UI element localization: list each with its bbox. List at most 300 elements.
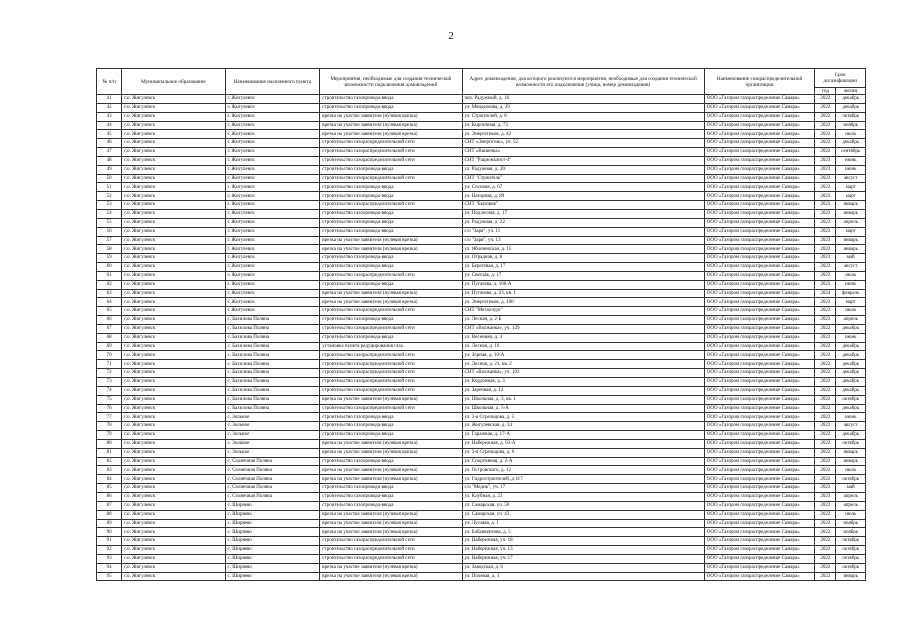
cell-num: 90 bbox=[97, 528, 122, 537]
cell-settlement: с. Бахилова Поляна bbox=[225, 378, 320, 387]
cell-settlement: с. Солнечная Поляна bbox=[225, 475, 320, 484]
cell-address: ул. Энергетиков, д. 42 bbox=[462, 130, 704, 139]
cell-address: ул. Нагорная, д. 89 bbox=[462, 192, 704, 201]
cell-organization: ООО «Газпром газораспределение Самара» bbox=[704, 457, 815, 466]
cell-measure: врезка на участке заявителя (нулевая врезка) bbox=[320, 112, 462, 121]
cell-num: 82 bbox=[97, 457, 122, 466]
cell-year: 2023 bbox=[815, 263, 836, 272]
header-year: год bbox=[815, 88, 836, 95]
cell-organization: ООО «Газпром газораспределение Самара» bbox=[704, 466, 815, 475]
cell-num: 64 bbox=[97, 298, 122, 307]
cell-address: ул. Лесная, д. 21, кв. 2 bbox=[462, 360, 704, 369]
cell-month: август bbox=[836, 174, 866, 183]
cell-month: декабрь bbox=[836, 103, 866, 112]
cell-municipality: г.о. Жигулевск bbox=[122, 528, 225, 537]
cell-municipality: г.о. Жигулевск bbox=[122, 227, 225, 236]
cell-month: декабрь bbox=[836, 369, 866, 378]
cell-address: СНТ «Вишенка» bbox=[462, 148, 704, 157]
cell-num: 91 bbox=[97, 537, 122, 546]
cell-measure: врезка на участке заявителя (нулевая врезка) bbox=[320, 510, 462, 519]
table-row bbox=[97, 519, 866, 528]
cell-settlement: с. Ширяево bbox=[225, 501, 320, 510]
cell-measure: строительство газопровода-ввода bbox=[320, 103, 462, 112]
table-row bbox=[97, 263, 866, 272]
cell-month: октябрь bbox=[836, 554, 866, 563]
cell-measure: строительство газораспределительной сети bbox=[320, 307, 462, 316]
cell-settlement: с. Ширяево bbox=[225, 563, 320, 572]
table-row bbox=[97, 165, 866, 174]
cell-settlement: г. Жигулевск bbox=[225, 298, 320, 307]
cell-settlement: с. Зольное bbox=[225, 431, 320, 440]
cell-municipality: г.о. Жигулевск bbox=[122, 103, 225, 112]
cell-year: 2022 bbox=[815, 448, 836, 457]
cell-organization: ООО «Газпром газораспределение Самара» bbox=[704, 484, 815, 493]
cell-settlement: с. Зольное bbox=[225, 439, 320, 448]
cell-settlement: с. Ширяево bbox=[225, 546, 320, 555]
cell-organization: ООО «Газпром газораспределение Самара» bbox=[704, 475, 815, 484]
cell-settlement: с. Солнечная Поляна bbox=[225, 492, 320, 501]
cell-year: 2022 bbox=[815, 431, 836, 440]
cell-address: ул. Набережная, уч. 18 bbox=[462, 537, 704, 546]
cell-organization: ООО «Газпром газораспределение Самара» bbox=[704, 307, 815, 316]
cell-municipality: г.о. Жигулевск bbox=[122, 404, 225, 413]
cell-year: 2023 bbox=[815, 271, 836, 280]
table-row bbox=[97, 209, 866, 218]
cell-organization: ООО «Газпром газораспределение Самара» bbox=[704, 528, 815, 537]
cell-measure: строительство газопровода-ввода bbox=[320, 227, 462, 236]
cell-address: ул. Строителей, д. 8 bbox=[462, 112, 704, 121]
table-row bbox=[97, 103, 866, 112]
cell-settlement: г. Жигулевск bbox=[225, 307, 320, 316]
cell-organization: ООО «Газпром газораспределение Самара» bbox=[704, 342, 815, 351]
cell-num: 88 bbox=[97, 510, 122, 519]
cell-num: 49 bbox=[97, 165, 122, 174]
table-row bbox=[97, 201, 866, 210]
cell-month: декабрь bbox=[836, 378, 866, 387]
cell-month: январь bbox=[836, 572, 866, 581]
cell-year: 2022 bbox=[815, 413, 836, 422]
header-measures: Мероприятия, необходимые для создания технической возможности подключения домовладений bbox=[320, 69, 462, 95]
cell-num: 92 bbox=[97, 546, 122, 555]
cell-municipality: г.о. Жигулевск bbox=[122, 218, 225, 227]
cell-settlement: г. Жигулевск bbox=[225, 112, 320, 121]
cell-address: ул. Школьная, д. 3, кв. 1 bbox=[462, 395, 704, 404]
table-row bbox=[97, 236, 866, 245]
cell-measure: строительство газораспределительной сети bbox=[320, 201, 462, 210]
table-row bbox=[97, 342, 866, 351]
cell-num: 42 bbox=[97, 103, 122, 112]
cell-year: 2024 bbox=[815, 289, 836, 298]
cell-organization: ООО «Газпром газораспределение Самара» bbox=[704, 209, 815, 218]
cell-measure: врезка на участке заявителя (нулевая врезка) bbox=[320, 528, 462, 537]
cell-year: 2022 bbox=[815, 554, 836, 563]
table-row bbox=[97, 280, 866, 289]
cell-settlement: с. Бахилова Поляна bbox=[225, 324, 320, 333]
cell-address: ул. Соснова, д. 67 bbox=[462, 183, 704, 192]
cell-municipality: г.о. Жигулевск bbox=[122, 510, 225, 519]
cell-municipality: г.о. Жигулевск bbox=[122, 466, 225, 475]
cell-year: 2022 bbox=[815, 103, 836, 112]
cell-address: ул. Школьная, д. 5-А bbox=[462, 404, 704, 413]
cell-month: август bbox=[836, 263, 866, 272]
cell-year: 2023 bbox=[815, 484, 836, 493]
table-row bbox=[97, 537, 866, 546]
cell-settlement: г. Жигулевск bbox=[225, 165, 320, 174]
gasification-table bbox=[96, 68, 866, 581]
cell-measure: строительство газопровода-ввода bbox=[320, 280, 462, 289]
table-row bbox=[97, 395, 866, 404]
cell-settlement: с. Бахилова Поляна bbox=[225, 386, 320, 395]
cell-num: 61 bbox=[97, 271, 122, 280]
cell-address: ул. Радужная, д. 20 bbox=[462, 165, 704, 174]
cell-num: 74 bbox=[97, 386, 122, 395]
cell-num: 78 bbox=[97, 422, 122, 431]
cell-measure: врезка на участке заявителя (нулевая врезка) bbox=[320, 475, 462, 484]
cell-num: 84 bbox=[97, 475, 122, 484]
cell-organization: ООО «Газпром газораспределение Самара» bbox=[704, 236, 815, 245]
header-deadline: Срок догазификации bbox=[815, 69, 866, 88]
cell-organization: ООО «Газпром газораспределение Самара» bbox=[704, 227, 815, 236]
cell-month: март bbox=[836, 298, 866, 307]
cell-month: март bbox=[836, 192, 866, 201]
cell-num: 53 bbox=[97, 201, 122, 210]
cell-measure: строительство газораспределительной сети bbox=[320, 174, 462, 183]
cell-month: июль bbox=[836, 510, 866, 519]
cell-month: февраль bbox=[836, 289, 866, 298]
cell-settlement: г. Жигулевск bbox=[225, 183, 320, 192]
cell-year: 2022 bbox=[815, 475, 836, 484]
cell-municipality: г.о. Жигулевск bbox=[122, 431, 225, 440]
cell-num: 94 bbox=[97, 563, 122, 572]
cell-settlement: с. Бахилова Поляна bbox=[225, 351, 320, 360]
cell-year: 2022 bbox=[815, 395, 836, 404]
cell-organization: ООО «Газпром газораспределение Самара» bbox=[704, 413, 815, 422]
cell-year: 2022 bbox=[815, 378, 836, 387]
cell-month: октябрь bbox=[836, 563, 866, 572]
cell-year: 2022 bbox=[815, 457, 836, 466]
cell-year: 2023 bbox=[815, 280, 836, 289]
cell-organization: ООО «Газпром газораспределение Самара» bbox=[704, 121, 815, 130]
cell-address: ул. Весенняя, д. 4 bbox=[462, 333, 704, 342]
cell-num: 48 bbox=[97, 156, 122, 165]
cell-measure: строительство газораспределительной сети bbox=[320, 546, 462, 555]
cell-municipality: г.о. Жигулевск bbox=[122, 174, 225, 183]
cell-municipality: г.о. Жигулевск bbox=[122, 165, 225, 174]
cell-measure: строительство газопровода-ввода bbox=[320, 192, 462, 201]
cell-year: 2023 bbox=[815, 192, 836, 201]
cell-address: ул. Луговая, д. 1 bbox=[462, 519, 704, 528]
cell-measure: строительство газораспределительной сети bbox=[320, 156, 462, 165]
cell-address: СНТ «Волжанка», уч. 103 bbox=[462, 369, 704, 378]
table-row bbox=[97, 254, 866, 263]
table-row bbox=[97, 139, 866, 148]
cell-measure: строительство газораспределительной сети bbox=[320, 271, 462, 280]
cell-year: 2022 bbox=[815, 121, 836, 130]
cell-settlement: г. Жигулевск bbox=[225, 192, 320, 201]
cell-address: ул. Светлая, д. 17 bbox=[462, 271, 704, 280]
cell-organization: ООО «Газпром газораспределение Самара» bbox=[704, 192, 815, 201]
cell-municipality: г.о. Жигулевск bbox=[122, 448, 225, 457]
cell-measure: врезка на участке заявителя (нулевая врезка) bbox=[320, 439, 462, 448]
cell-month: август bbox=[836, 422, 866, 431]
cell-month: январь bbox=[836, 201, 866, 210]
cell-num: 47 bbox=[97, 148, 122, 157]
cell-address: с/о "Заря", уч. 13 bbox=[462, 236, 704, 245]
cell-measure: врезка на участке заявителя (нулевая врезка) bbox=[320, 245, 462, 254]
cell-settlement: г. Жигулевск bbox=[225, 289, 320, 298]
cell-measure: строительство газопровода-ввода bbox=[320, 209, 462, 218]
cell-settlement: г. Жигулевск bbox=[225, 156, 320, 165]
cell-num: 63 bbox=[97, 289, 122, 298]
cell-year: 2023 bbox=[815, 156, 836, 165]
cell-address: ул. Заводская, д. 6 bbox=[462, 563, 704, 572]
cell-address: ул. Гаражная, д. 17-А bbox=[462, 431, 704, 440]
cell-measure: строительство газораспределительной сети bbox=[320, 324, 462, 333]
cell-measure: строительство газораспределительной сети bbox=[320, 386, 462, 395]
cell-address: СНТ "Строитель" bbox=[462, 174, 704, 183]
table-row bbox=[97, 245, 866, 254]
cell-num: 67 bbox=[97, 324, 122, 333]
table-row bbox=[97, 324, 866, 333]
cell-num: 51 bbox=[97, 183, 122, 192]
cell-year: 2022 bbox=[815, 333, 836, 342]
cell-municipality: г.о. Жигулевск bbox=[122, 492, 225, 501]
cell-organization: ООО «Газпром газораспределение Самара» bbox=[704, 289, 815, 298]
cell-municipality: г.о. Жигулевск bbox=[122, 298, 225, 307]
cell-organization: ООО «Газпром газораспределение Самара» bbox=[704, 316, 815, 325]
cell-organization: ООО «Газпром газораспределение Самара» bbox=[704, 324, 815, 333]
cell-address: ул. Самарская, уч. 50 bbox=[462, 501, 704, 510]
cell-year: 2023 bbox=[815, 201, 836, 210]
cell-month: май bbox=[836, 254, 866, 263]
cell-num: 86 bbox=[97, 492, 122, 501]
cell-year: 2022 bbox=[815, 112, 836, 121]
table-row bbox=[97, 510, 866, 519]
cell-organization: ООО «Газпром газораспределение Самара» bbox=[704, 519, 815, 528]
cell-year: 2022 bbox=[815, 439, 836, 448]
cell-measure: врезка на участке заявителя (нулевая врезка) bbox=[320, 572, 462, 581]
cell-municipality: г.о. Жигулевск bbox=[122, 192, 225, 201]
cell-municipality: г.о. Жигулевск bbox=[122, 263, 225, 272]
cell-address: ул. 3-я Стрельцова, д. 6 bbox=[462, 448, 704, 457]
cell-measure: строительство газопровода-ввода bbox=[320, 457, 462, 466]
cell-settlement: с. Солнечная Поляна bbox=[225, 457, 320, 466]
cell-municipality: г.о. Жигулевск bbox=[122, 386, 225, 395]
cell-settlement: с. Солнечная Поляна bbox=[225, 484, 320, 493]
cell-year: 2022 bbox=[815, 139, 836, 148]
cell-measure: строительство газопровода-ввода bbox=[320, 413, 462, 422]
cell-municipality: г.о. Жигулевск bbox=[122, 130, 225, 139]
cell-organization: ООО «Газпром газораспределение Самара» bbox=[704, 448, 815, 457]
cell-measure: строительство газопровода-ввода bbox=[320, 492, 462, 501]
cell-organization: ООО «Газпром газораспределение Самара» bbox=[704, 112, 815, 121]
cell-organization: ООО «Газпром газораспределение Самара» bbox=[704, 254, 815, 263]
cell-municipality: г.о. Жигулевск bbox=[122, 378, 225, 387]
cell-organization: ООО «Газпром газораспределение Самара» bbox=[704, 333, 815, 342]
cell-address: ул. Лесная, д. 16 bbox=[462, 342, 704, 351]
cell-organization: ООО «Газпром газораспределение Самара» bbox=[704, 546, 815, 555]
header-municipality: Муниципальное образование bbox=[122, 69, 225, 95]
cell-address: ул. Спортивная, д. 2-А bbox=[462, 457, 704, 466]
cell-municipality: г.о. Жигулевск bbox=[122, 351, 225, 360]
cell-organization: ООО «Газпром газораспределение Самара» bbox=[704, 537, 815, 546]
cell-settlement: с. Зольное bbox=[225, 413, 320, 422]
cell-settlement: с. Бахилова Поляна bbox=[225, 395, 320, 404]
cell-month: март bbox=[836, 227, 866, 236]
cell-municipality: г.о. Жигулевск bbox=[122, 395, 225, 404]
cell-month: октябрь bbox=[836, 395, 866, 404]
cell-organization: ООО «Газпром газораспределение Самара» bbox=[704, 263, 815, 272]
cell-num: 59 bbox=[97, 254, 122, 263]
cell-year: 2022 bbox=[815, 386, 836, 395]
cell-month: апрель bbox=[836, 501, 866, 510]
cell-month: июнь bbox=[836, 156, 866, 165]
cell-measure: строительство газопровода-ввода bbox=[320, 254, 462, 263]
table-row bbox=[97, 554, 866, 563]
cell-address: СНТ "Бытовик" bbox=[462, 201, 704, 210]
cell-organization: ООО «Газпром газораспределение Самара» bbox=[704, 156, 815, 165]
cell-year: 2022 bbox=[815, 537, 836, 546]
cell-month: апрель bbox=[836, 218, 866, 227]
header-address: Адрес домовладения, для которого реализуются мероприятия, необходимые для создания технической возможности его подключения (улица, номер домовладения) bbox=[462, 69, 704, 95]
cell-municipality: г.о. Жигулевск bbox=[122, 139, 225, 148]
cell-num: 66 bbox=[97, 316, 122, 325]
cell-month: декабрь bbox=[836, 139, 866, 148]
table-row bbox=[97, 360, 866, 369]
table-row bbox=[97, 271, 866, 280]
cell-num: 60 bbox=[97, 263, 122, 272]
cell-num: 58 bbox=[97, 245, 122, 254]
cell-month: январь bbox=[836, 236, 866, 245]
cell-num: 43 bbox=[97, 112, 122, 121]
cell-num: 45 bbox=[97, 130, 122, 139]
cell-num: 52 bbox=[97, 192, 122, 201]
table-row bbox=[97, 289, 866, 298]
cell-year: 2022 bbox=[815, 466, 836, 475]
cell-num: 73 bbox=[97, 378, 122, 387]
cell-settlement: г. Жигулевск bbox=[225, 236, 320, 245]
table-row bbox=[97, 130, 866, 139]
cell-settlement: с. Ширяево bbox=[225, 528, 320, 537]
cell-settlement: с. Солнечная Поляна bbox=[225, 466, 320, 475]
cell-measure: строительство газопровода-ввода bbox=[320, 431, 462, 440]
cell-address: СНТ «Волжанка», уч. 129 bbox=[462, 324, 704, 333]
cell-municipality: г.о. Жигулевск bbox=[122, 316, 225, 325]
cell-num: 69 bbox=[97, 342, 122, 351]
cell-measure: строительство газораспределительной сети bbox=[320, 404, 462, 413]
cell-month: июль bbox=[836, 130, 866, 139]
cell-settlement: с. Ширяево bbox=[225, 510, 320, 519]
cell-month: декабрь bbox=[836, 351, 866, 360]
cell-month: октябрь bbox=[836, 475, 866, 484]
cell-measure: врезка на участке заявителя (нулевая врезка) bbox=[320, 448, 462, 457]
cell-measure: врезка на участке заявителя (нулевая врезка) bbox=[320, 130, 462, 139]
cell-address: ул. Набережная, уч. 13 bbox=[462, 546, 704, 555]
cell-year: 2023 bbox=[815, 174, 836, 183]
table-row bbox=[97, 528, 866, 537]
cell-address: ул. Бабанкентова, д. 5 bbox=[462, 528, 704, 537]
cell-num: 93 bbox=[97, 554, 122, 563]
cell-month: декабрь bbox=[836, 431, 866, 440]
cell-organization: ООО «Газпром газораспределение Самара» bbox=[704, 183, 815, 192]
table-row bbox=[97, 457, 866, 466]
table-row bbox=[97, 475, 866, 484]
cell-num: 41 bbox=[97, 95, 122, 104]
cell-settlement: с. Зольное bbox=[225, 422, 320, 431]
cell-year: 2022 bbox=[815, 404, 836, 413]
cell-organization: ООО «Газпром газораспределение Самара» bbox=[704, 501, 815, 510]
cell-settlement: г. Жигулевск bbox=[225, 245, 320, 254]
table-row bbox=[97, 378, 866, 387]
cell-municipality: г.о. Жигулевск bbox=[122, 121, 225, 130]
cell-address: ул. Кирпичная, д. 73 bbox=[462, 121, 704, 130]
table-row bbox=[97, 404, 866, 413]
table-row bbox=[97, 422, 866, 431]
cell-organization: ООО «Газпром газораспределение Самара» bbox=[704, 422, 815, 431]
cell-num: 62 bbox=[97, 280, 122, 289]
cell-settlement: г. Жигулевск bbox=[225, 254, 320, 263]
table-row bbox=[97, 546, 866, 555]
table-row bbox=[97, 439, 866, 448]
cell-municipality: г.о. Жигулевск bbox=[122, 342, 225, 351]
cell-address: СНТ "Рационалист-4" bbox=[462, 156, 704, 165]
cell-organization: ООО «Газпром газораспределение Самара» bbox=[704, 492, 815, 501]
cell-measure: строительство газопровода-ввода bbox=[320, 95, 462, 104]
table-header-row bbox=[97, 69, 866, 88]
cell-address: ул. Менделеева, д. 29 bbox=[462, 103, 704, 112]
cell-month: июнь bbox=[836, 413, 866, 422]
cell-address: ул. Отрадная, д. 8 bbox=[462, 254, 704, 263]
cell-municipality: г.о. Жигулевск bbox=[122, 413, 225, 422]
cell-month: ноябрь bbox=[836, 121, 866, 130]
cell-year: 2022 bbox=[815, 95, 836, 104]
cell-address: ул. Набережная, уч. 17 bbox=[462, 554, 704, 563]
cell-settlement: с. Бахилова Поляна bbox=[225, 360, 320, 369]
cell-year: 2023 bbox=[815, 307, 836, 316]
cell-measure: строительство газораспределительной сети bbox=[320, 537, 462, 546]
cell-organization: ООО «Газпром газораспределение Самара» bbox=[704, 386, 815, 395]
cell-measure: врезка на участке заявителя (нулевая врезка) bbox=[320, 466, 462, 475]
cell-month: декабрь bbox=[836, 386, 866, 395]
cell-measure: врезка на участке заявителя (нулевая врезка) bbox=[320, 395, 462, 404]
cell-measure: строительство газораспределительной сети bbox=[320, 369, 462, 378]
cell-organization: ООО «Газпром газораспределение Самара» bbox=[704, 572, 815, 581]
cell-address: ул. Яблоневская, д. 15 bbox=[462, 245, 704, 254]
table-row bbox=[97, 484, 866, 493]
cell-year: 2023 bbox=[815, 183, 836, 192]
cell-year: 2022 bbox=[815, 510, 836, 519]
cell-measure: строительство газораспределительной сети bbox=[320, 360, 462, 369]
cell-municipality: г.о. Жигулевск bbox=[122, 271, 225, 280]
cell-address: ул. Пугачева, д. 106-А bbox=[462, 280, 704, 289]
cell-address: ул. Клубная, д. 23 bbox=[462, 492, 704, 501]
table-row bbox=[97, 572, 866, 581]
cell-municipality: г.о. Жигулевск bbox=[122, 563, 225, 572]
cell-organization: ООО «Газпром газораспределение Самара» bbox=[704, 130, 815, 139]
cell-address: ул. Подлесная, д. 17 bbox=[462, 209, 704, 218]
cell-year: 2022 bbox=[815, 351, 836, 360]
table-row bbox=[97, 174, 866, 183]
cell-settlement: с. Бахилова Поляна bbox=[225, 342, 320, 351]
cell-municipality: г.о. Жигулевск bbox=[122, 148, 225, 157]
cell-municipality: г.о. Жигулевск bbox=[122, 236, 225, 245]
cell-settlement: г. Жигулевск bbox=[225, 280, 320, 289]
cell-organization: ООО «Газпром газораспределение Самара» bbox=[704, 510, 815, 519]
table-row bbox=[97, 148, 866, 157]
cell-municipality: г.о. Жигулевск bbox=[122, 360, 225, 369]
cell-num: 44 bbox=[97, 121, 122, 130]
cell-settlement: г. Жигулевск bbox=[225, 103, 320, 112]
